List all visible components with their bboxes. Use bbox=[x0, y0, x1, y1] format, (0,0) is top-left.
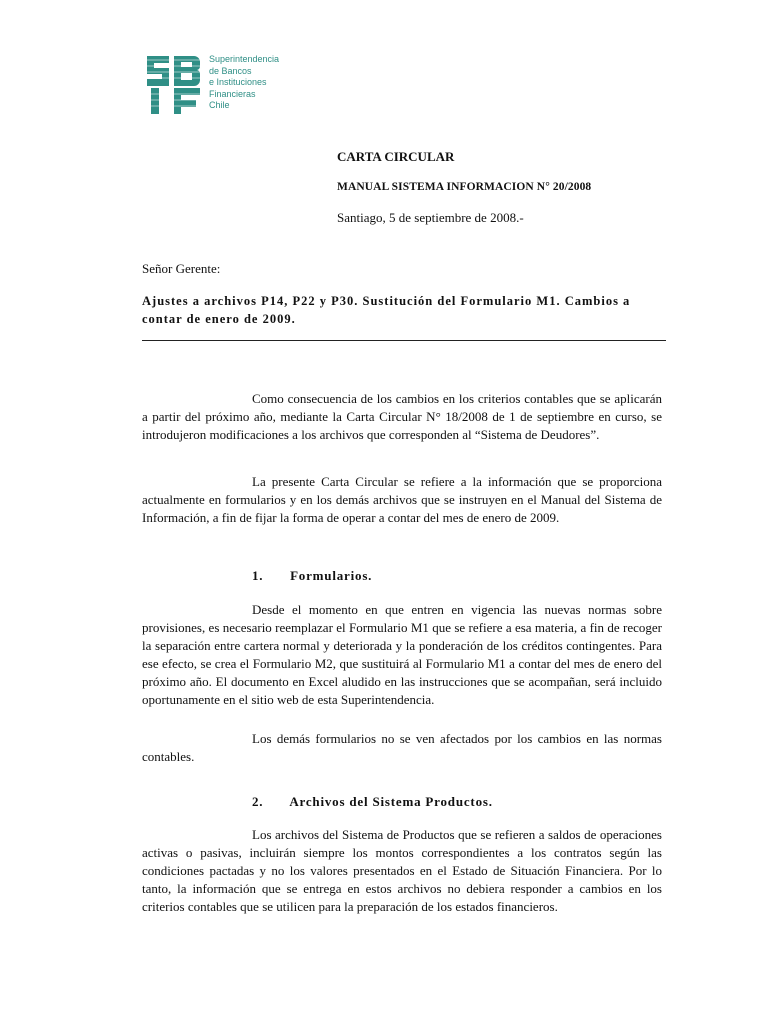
section-heading bbox=[252, 794, 493, 810]
divider bbox=[142, 340, 666, 341]
paragraph: Los archivos del Sistema de Productos que se refieren a saldos de operaciones activas o pasivas, incluirán siempre los montos correspondientes a los contratos según las condiciones pactadas y no los valores presentados en el Estado de Situación Financiera. Por lo tanto, la información que se entrega en estos archivos no debiera responder a cambios en los criterios contables que se utilicen para la preparación de los estados financieros. bbox=[142, 827, 662, 914]
paragraph: Los demás formularios no se ven afectados por los cambios en las normas contables. bbox=[142, 731, 662, 764]
manual-reference: MANUAL SISTEMA INFORMACION N° 20/2008 bbox=[337, 181, 592, 193]
logo-caption bbox=[209, 54, 279, 112]
logo-line: Superintendencia bbox=[209, 54, 280, 64]
logo-line: de Bancos bbox=[209, 65, 252, 76]
paragraph: La presente Carta Circular se refiere a la información que se proporciona actualmente en formularios y en los demás archivos que se instruyen en el Manual del Sistema de Información, a fin de fijar la forma de operar a contar del mes de enero de 2009. bbox=[142, 474, 662, 525]
section-title: Formularios. bbox=[290, 568, 373, 583]
section-number: 2. bbox=[252, 794, 264, 809]
logo-line: Chile bbox=[209, 100, 230, 111]
sbif-logo-mark bbox=[143, 52, 203, 116]
logo-line: Financieras bbox=[209, 88, 256, 99]
section-heading bbox=[252, 568, 372, 584]
salutation: Señor Gerente: bbox=[142, 261, 221, 276]
paragraph: Como consecuencia de los cambios en los criterios contables que se aplicarán a partir del próximo año, mediante la Carta Circular N° 18/2008 de 1 de septiembre en curso, se introdujeron modificaciones a los archivos que corresponden al “Sistema de Deudores”. bbox=[142, 391, 662, 442]
section-number: 1. bbox=[252, 568, 264, 583]
document-date: Santiago, 5 de septiembre de 2008.- bbox=[337, 210, 524, 225]
sbif-logo bbox=[143, 52, 313, 120]
section-title: Archivos del Sistema Productos. bbox=[289, 794, 493, 809]
subject-line: Ajustes a archivos P14, P22 y P30. Sustitución del Formulario M1. Cambios a contar de enero de 2009. bbox=[142, 294, 631, 326]
logo-line: e Instituciones bbox=[209, 77, 267, 88]
paragraph: Desde el momento en que entren en vigencia las nuevas normas sobre provisiones, es necesario reemplazar el Formulario M1 que se refiere a esa materia, a fin de recoger la separación entre cartera normal y deteriorada y la ponderación de los créditos contingentes. Para ese efecto, se crea el Formulario M2, que sustituirá al Formulario M1 a contar del mes de enero del próximo año. El documento en Excel aludido en las instrucciones que se acompañan, será incluido oportunamente en el sitio web de esta Superintendencia. bbox=[142, 602, 662, 707]
document-title: CARTA CIRCULAR bbox=[337, 149, 455, 164]
